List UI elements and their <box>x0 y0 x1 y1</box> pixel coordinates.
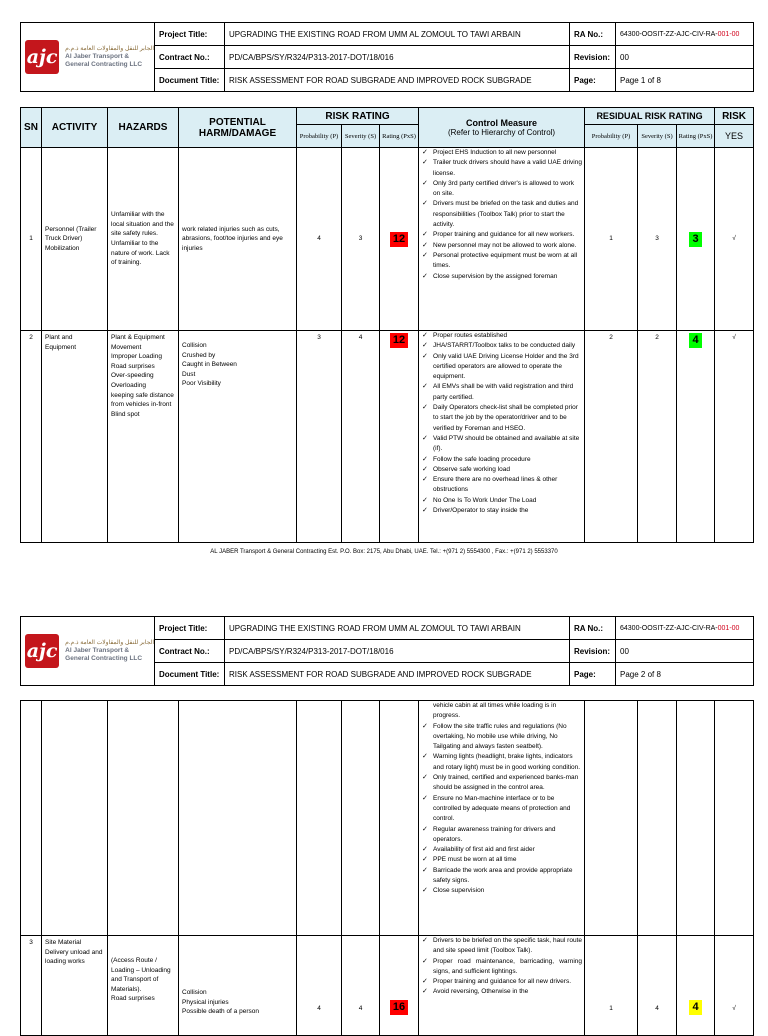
row-residual-severity: 4 <box>638 936 677 1036</box>
row-sn: 2 <box>21 331 42 543</box>
col-residual-rating: Rating (PxS) <box>677 125 715 148</box>
control-measure-item: ✓ Valid PTW should be obtained and available at site (if). <box>421 434 582 455</box>
row-sn: 1 <box>21 148 42 331</box>
table-row-continued <box>21 701 754 936</box>
row-residual-severity: 3 <box>638 148 677 331</box>
revision-label: Revision: <box>570 640 616 663</box>
document-header-page2 <box>20 616 754 686</box>
logo-arabic-name: الجابر للنقل والمقاولات العامة ذ.م.م <box>65 46 154 52</box>
row-residual-rating-cell <box>677 148 715 331</box>
control-measure-item: ✓ Barricade the work area and provide appropriate safety signs. <box>421 866 582 887</box>
col-probability: Probability (P) <box>297 125 342 148</box>
document-title: RISK ASSESSMENT FOR ROAD SUBGRADE AND IMPROVED ROCK SUBGRADE <box>225 663 570 686</box>
contract-no-label: Contract No.: <box>155 46 225 69</box>
col-sn: SN <box>21 108 42 148</box>
project-title: UPGRADING THE EXISTING ROAD FROM UMM AL ZOMOUL TO TAWI ARBAIN <box>225 23 570 46</box>
row-rating-cell <box>380 936 419 1036</box>
row-probability: 3 <box>297 331 342 543</box>
risk-rating-badge: 12 <box>390 333 408 348</box>
control-measure-item: ✓ No One Is To Work Under The Load <box>421 496 582 506</box>
control-measure-item: ✓ Close supervision <box>421 886 582 896</box>
table-row <box>21 936 754 1036</box>
col-risk-rating: RISK RATING <box>297 108 419 125</box>
row-probability: 4 <box>297 148 342 331</box>
residual-rating-badge: 4 <box>689 1000 701 1015</box>
row-sn: 3 <box>21 936 42 1036</box>
control-measure-item: ✓ Driver/Operator to stay inside the <box>421 506 582 516</box>
control-measure-item: ✓ Daily Operators check-list shall be completed prior to start the job by the operator/driver and to be verified by Foreman and HSEO. <box>421 403 582 434</box>
control-measure-list <box>421 331 582 516</box>
logo-name-line2: General Contracting LLC <box>65 61 143 68</box>
control-measure-item: ✓ Ensure no Man-machine interface or to be controlled by adequate means of protection and control. <box>421 794 582 825</box>
row-control-measures <box>419 701 585 936</box>
control-measure-item: ✓ Observe safe working load <box>421 465 582 475</box>
control-measure-item: ✓ Trailer truck drivers should have a valid UAE driving license. <box>421 158 582 179</box>
ajc-logo-mark: ajc <box>25 40 59 74</box>
row-rating-cell <box>380 331 419 543</box>
page-number: Page 2 of 8 <box>616 663 754 686</box>
row-risk-check: √ <box>715 936 754 1036</box>
row-hazards: Plant & Equipment Movement Improper Loading Road surprises Over-speeding Overloading keeping safe distance from vehicles in-front Blind spot <box>108 331 179 543</box>
row-residual-probability: 1 <box>585 936 638 1036</box>
control-measure-list <box>421 148 582 282</box>
continued-control-text: vehicle cabin at all times while loading is in progress. <box>433 702 557 720</box>
row-hazards: (Access Route / Loading – Unloading and Transport of Materials). Road surprises <box>108 936 179 1036</box>
logo-name-line1: Al Jaber Transport & <box>65 647 130 654</box>
row-activity: Site Material Delivery unload and loading works <box>42 936 108 1036</box>
revision: 00 <box>616 46 754 69</box>
row-hazards: Unfamiliar with the local situation and the site safety rules. Unfamiliar to the nature of work. Lack of training. <box>108 148 179 331</box>
risk-rating-badge: 12 <box>390 232 408 247</box>
control-measure-item: ✓ Close supervision by the assigned foreman <box>421 272 582 282</box>
page-footer: AL JABER Transport & General Contracting Est. P.O. Box: 2175, Abu Dhabi, UAE. Tel.: +(971 2) 5554300 , Fax.: +(971 2) 5553370 <box>210 549 558 555</box>
row-control-measures <box>419 148 585 331</box>
risk-assessment-table-page1 <box>20 107 754 543</box>
residual-rating-badge: 4 <box>689 333 701 348</box>
control-measure-item: ✓ Drivers must be briefed on the task and duties and responsibilities (Toolbox Talk) prior to start the activity. <box>421 199 582 230</box>
ra-no-label: RA No.: <box>570 23 616 46</box>
row-control-measures <box>419 936 585 1036</box>
company-logo <box>21 23 155 92</box>
control-measure-item: ✓ Availability of first aid and first aider <box>421 845 582 855</box>
row-potential-harm: Collision Physical injuries Possible death of a person <box>179 936 297 1036</box>
col-residual-risk: RESIDUAL RISK RATING <box>585 108 715 125</box>
control-measure-item: ✓ Proper routes established <box>421 331 582 341</box>
control-measure-item: ✓ Proper training and guidance for all new drivers. <box>421 977 582 987</box>
page-label: Page: <box>570 69 616 92</box>
control-measure-item: ✓ New personnel may not be allowed to work alone. <box>421 241 582 251</box>
contract-no-label: Contract No.: <box>155 640 225 663</box>
control-measure-item: ✓ Follow the site traffic rules and regulations (No overtaking, No mobile use while driving, No Tailgating and always fasten seatbelt). <box>421 722 582 753</box>
row-activity: Plant and Equipment <box>42 331 108 543</box>
row-severity: 4 <box>342 936 380 1036</box>
row-risk-check: √ <box>715 148 754 331</box>
table-row <box>21 148 754 331</box>
control-measure-item: ✓ Only 3rd party certified driver's is allowed to work on site. <box>421 179 582 200</box>
row-rating-cell <box>380 148 419 331</box>
row-control-measures <box>419 331 585 543</box>
row-residual-rating-cell <box>677 936 715 1036</box>
control-measure-item: ✓ Only trained, certified and experienced banks-man should be assigned in the control area. <box>421 773 582 794</box>
control-measure-item: ✓ Warning lights (headlight, brake lights, indicators and rotary light) must be in good working condition. <box>421 752 582 773</box>
contract-no: PD/CA/BPS/SY/R324/P313-2017-DOT/18/016 <box>225 640 570 663</box>
revision-label: Revision: <box>570 46 616 69</box>
logo-arabic-name: الجابر للنقل والمقاولات العامة ذ.م.م <box>65 640 154 646</box>
contract-no: PD/CA/BPS/SY/R324/P313-2017-DOT/18/016 <box>225 46 570 69</box>
document-title-label: Document Title: <box>155 663 225 686</box>
control-measure-item: ✓ Personal protective equipment must be worn at all times. <box>421 251 582 272</box>
ra-no-label: RA No.: <box>570 617 616 640</box>
col-hazards: HAZARDS <box>108 108 179 148</box>
page-label: Page: <box>570 663 616 686</box>
residual-rating-badge: 3 <box>689 232 701 247</box>
col-severity: Severity (S) <box>342 125 380 148</box>
row-residual-probability: 2 <box>585 331 638 543</box>
control-measure-item: ✓ Follow the safe loading procedure <box>421 455 582 465</box>
col-rating: Rating (PxS) <box>380 125 419 148</box>
col-risk: RISK <box>715 108 754 125</box>
project-title-label: Project Title: <box>155 23 225 46</box>
row-severity: 4 <box>342 331 380 543</box>
document-header-page1 <box>20 22 754 92</box>
row-risk-check: √ <box>715 331 754 543</box>
control-measure-item: ✓ Project EHS Induction to all new personnel <box>421 148 582 158</box>
control-measure-item: ✓ Drivers to be briefed on the specific task, haul route and site speed limit (Toolbox Talk). <box>421 936 582 957</box>
row-probability: 4 <box>297 936 342 1036</box>
document-title-label: Document Title: <box>155 69 225 92</box>
col-potential-harm: POTENTIAL HARM/DAMAGE <box>179 108 297 148</box>
project-title-label: Project Title: <box>155 617 225 640</box>
control-measure-item: ✓ Only valid UAE Driving License Holder and the 3rd certified operators are allowed to operate the equipment. <box>421 352 582 383</box>
row-potential-harm: Collision Crushed by Caught in Between Dust Poor Visibility <box>179 331 297 543</box>
page-number: Page 1 of 8 <box>616 69 754 92</box>
logo-name-line1: Al Jaber Transport & <box>65 53 130 60</box>
col-residual-severity: Severity (S) <box>638 125 677 148</box>
document-title: RISK ASSESSMENT FOR ROAD SUBGRADE AND IMPROVED ROCK SUBGRADE <box>225 69 570 92</box>
risk-assessment-table-page2 <box>20 700 754 1036</box>
col-control-measure: Control Measure (Refer to Hierarchy of Control) <box>419 108 585 148</box>
control-measure-list <box>421 936 582 998</box>
control-measure-item: ✓ PPE must be worn at all time <box>421 855 582 865</box>
col-residual-probability: Probability (P) <box>585 125 638 148</box>
control-measure-list <box>421 722 582 897</box>
control-measure-item: ✓ Proper road maintenance, barricading, warning signs, and sufficient lightings. <box>421 957 582 978</box>
control-measure-item: ✓ Proper training and guidance for all new workers. <box>421 230 582 240</box>
row-activity: Personnel (Trailer Truck Driver) Mobilization <box>42 148 108 331</box>
risk-rating-badge: 16 <box>390 1000 408 1015</box>
control-measure-item: ✓ All EMVs shall be with valid registration and third party certified. <box>421 382 582 403</box>
ra-no: 64300-OOSIT-ZZ-AJC-CIV-RA-001-00 <box>616 23 754 46</box>
col-yes: YES <box>715 125 754 148</box>
logo-name-line2: General Contracting LLC <box>65 655 143 662</box>
row-severity: 3 <box>342 148 380 331</box>
control-measure-item: ✓ Avoid reversing, Otherwise in the <box>421 987 582 997</box>
row-residual-severity: 2 <box>638 331 677 543</box>
ra-no: 64300-OOSIT-ZZ-AJC-CIV-RA-001-00 <box>616 617 754 640</box>
control-measure-item: ✓ Ensure there are no overhead lines & other obstructions <box>421 475 582 496</box>
control-measure-item: ✓ JHA/STARRT/Toolbox talks to be conducted daily <box>421 341 582 351</box>
control-measure-item: ✓ Regular awareness training for drivers and operators. <box>421 825 582 846</box>
row-potential-harm: work related injuries such as cuts, abrasions, foot/toe injuries and eye injuries <box>179 148 297 331</box>
company-logo <box>21 617 155 686</box>
row-residual-rating-cell <box>677 331 715 543</box>
col-activity: ACTIVITY <box>42 108 108 148</box>
ajc-logo-mark: ajc <box>25 634 59 668</box>
row-residual-probability: 1 <box>585 148 638 331</box>
table-row <box>21 331 754 543</box>
revision: 00 <box>616 640 754 663</box>
project-title: UPGRADING THE EXISTING ROAD FROM UMM AL ZOMOUL TO TAWI ARBAIN <box>225 617 570 640</box>
